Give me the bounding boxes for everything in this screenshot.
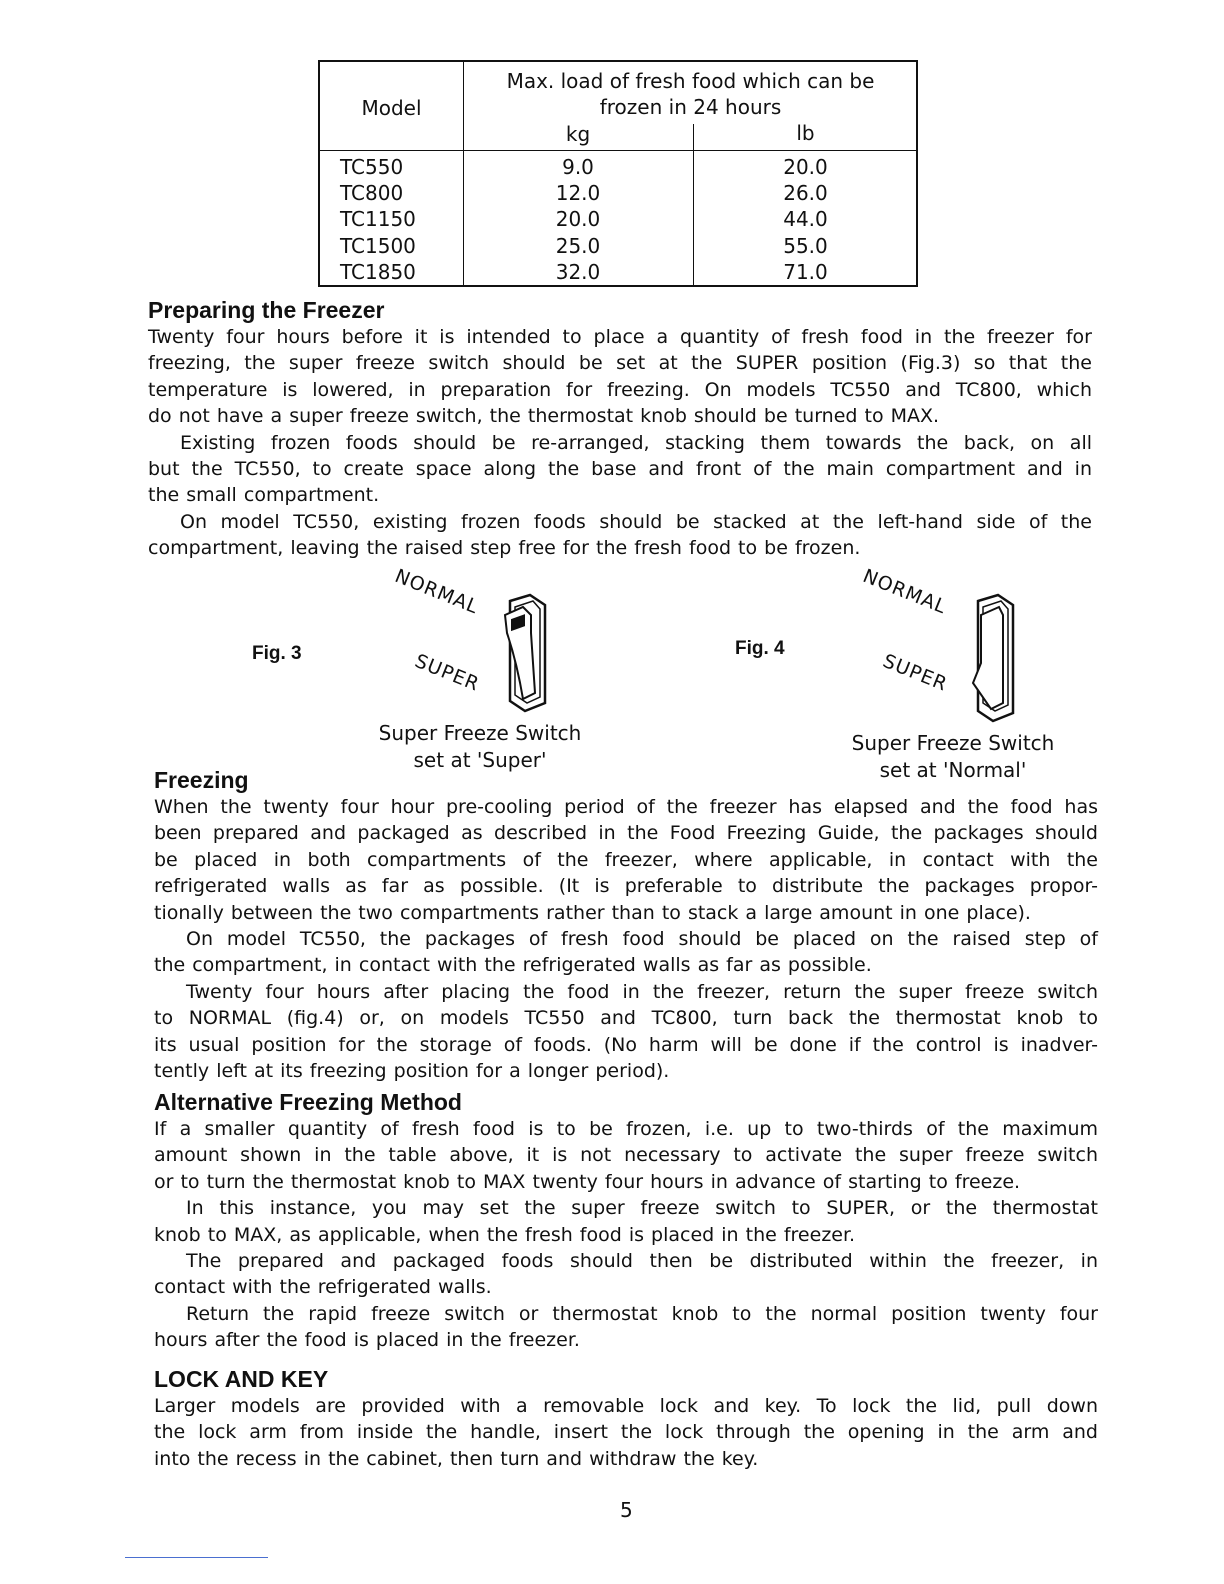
super-label: SUPER [411, 650, 483, 696]
text-line: amount shown in the table above, it is not necessary to activate the super freeze switch [154, 1144, 1098, 1167]
page-number: 5 [620, 1498, 633, 1522]
text-line: temperature is lowered, in preparation for freezing. On models TC550 and TC800, which [148, 378, 1092, 401]
model-cell: TC800 [340, 181, 404, 206]
model-cell: TC1150 [340, 207, 416, 232]
text-line: On model TC550, the packages of fresh food should be placed on the raised step of [186, 928, 1098, 951]
text-line: the lock arm from inside the handle, insert the lock through the opening in the arm and [154, 1421, 1098, 1444]
text-line: be placed in both compartments of the freezer, where applicable, in contact with the [154, 848, 1098, 871]
text-line: In this instance, you may set the super freeze switch to SUPER, or the thermostat [186, 1197, 1098, 1220]
freezing-capacity-table [318, 60, 918, 287]
section-0 [148, 296, 1092, 562]
normal-label: NORMAL [859, 565, 950, 619]
switch-normal-icon [963, 593, 1023, 728]
kg-cell: 25.0 [555, 233, 601, 258]
text-line: but the TC550, to create space along the base and front of the main compartment and in [148, 458, 1092, 481]
text-line: contact with the refrigerated walls. [154, 1276, 492, 1299]
section-heading: LOCK AND KEY [154, 1366, 329, 1392]
model-cell: TC1500 [340, 233, 416, 258]
caption-line: Super Freeze Switch [851, 731, 1055, 755]
text-line: Larger models are provided with a removable lock and key. To lock the lid, pull down [154, 1395, 1098, 1417]
caption-line: Super Freeze Switch [378, 721, 582, 745]
lb-cell: 44.0 [783, 207, 828, 232]
text-line: the compartment, in contact with the refrigerated walls as far as possible. [154, 954, 872, 977]
figure-caption [370, 720, 590, 774]
text-line: tently left at its freezing position for a longer period). [154, 1060, 670, 1083]
text-line: If a smaller quantity of fresh food is to be frozen, i.e. up to two-thirds of the maximum [154, 1118, 1098, 1140]
section-heading: Freezing [154, 767, 249, 793]
text-line: into the recess in the cabinet, then turn and withdraw the key. [154, 1447, 759, 1470]
text-line: The prepared and packaged foods should then be distributed within the freezer, in [186, 1250, 1098, 1273]
scan-mark [125, 1557, 268, 1558]
kg-cell: 32.0 [555, 259, 601, 284]
column-header-lb: lb [796, 121, 815, 145]
text-line: knob to MAX, as applicable, when the fresh food is placed in the freezer. [154, 1223, 856, 1246]
column-header-load-2: frozen in 24 hours [599, 95, 782, 119]
text-line: When the twenty four hour pre-cooling period of the freezer has elapsed and the food has [154, 796, 1098, 818]
table-divider [320, 150, 916, 151]
kg-cell: 12.0 [555, 181, 601, 206]
text-line: Twenty four hours before it is intended to place a quantity of fresh food in the freezer for [148, 326, 1092, 348]
column-header-kg: kg [565, 122, 591, 146]
figure-label: Fig. 3 [252, 643, 302, 664]
text-line: tionally between the two compartments rather than to stack a large amount in one place). [154, 901, 1031, 924]
figure-label: Fig. 4 [735, 638, 785, 659]
section-1 [154, 766, 1098, 1084]
section-3 [154, 1365, 1098, 1472]
text-line: refrigerated walls as far as possible. (It is preferable to distribute the packages propor- [154, 875, 1098, 898]
column-header-load: Max. load of fresh food which can be [506, 69, 875, 93]
lb-cell: 26.0 [783, 181, 828, 206]
column-header-model: Model [361, 96, 422, 120]
text-line: Return the rapid freeze switch or thermostat knob to the normal position twenty four [186, 1302, 1098, 1325]
caption-line: set at 'Normal' [879, 758, 1027, 782]
model-cell: TC1850 [340, 259, 416, 284]
text-line: the small compartment. [148, 484, 380, 507]
text-line: Twenty four hours after placing the food in the freezer, return the super freeze switch [186, 980, 1098, 1003]
text-line: freezing, the super freeze switch should be set at the SUPER position (Fig.3) so that the [148, 352, 1092, 375]
model-cell: TC550 [340, 155, 404, 179]
super-label: SUPER [879, 650, 951, 696]
text-line: compartment, leaving the raised step free for the fresh food to be frozen. [148, 537, 861, 560]
text-line: its usual position for the storage of foods. (No harm will be done if the control is inadver- [154, 1033, 1098, 1056]
switch-super-icon [495, 593, 555, 718]
text-line: do not have a super freeze switch, the thermostat knob should be turned to MAX. [148, 405, 940, 428]
text-line: to NORMAL (fig.4) or, on models TC550 and TC800, turn back the thermostat knob to [154, 1007, 1098, 1030]
text-line: On model TC550, existing frozen foods should be stacked at the left-hand side of the [180, 510, 1092, 533]
section-2 [154, 1088, 1098, 1354]
kg-cell: 20.0 [555, 207, 601, 232]
section-heading: Alternative Freezing Method [154, 1089, 462, 1115]
section-heading: Preparing the Freezer [148, 297, 385, 323]
kg-cell: 9.0 [562, 155, 594, 179]
lb-cell: 20.0 [783, 155, 828, 179]
text-line: or to turn the thermostat knob to MAX twenty four hours in advance of starting to freeze. [154, 1170, 1021, 1193]
caption-line: set at 'Super' [413, 748, 547, 772]
figure-caption [843, 730, 1063, 784]
text-line: been prepared and packaged as described in the Food Freezing Guide, the packages should [154, 822, 1098, 845]
lb-cell: 55.0 [783, 233, 828, 258]
text-line: hours after the food is placed in the freezer. [154, 1329, 580, 1352]
normal-label: NORMAL [391, 565, 482, 619]
lb-cell: 71.0 [783, 259, 828, 284]
text-line: Existing frozen foods should be re-arranged, stacking them towards the back, on all [180, 431, 1092, 454]
